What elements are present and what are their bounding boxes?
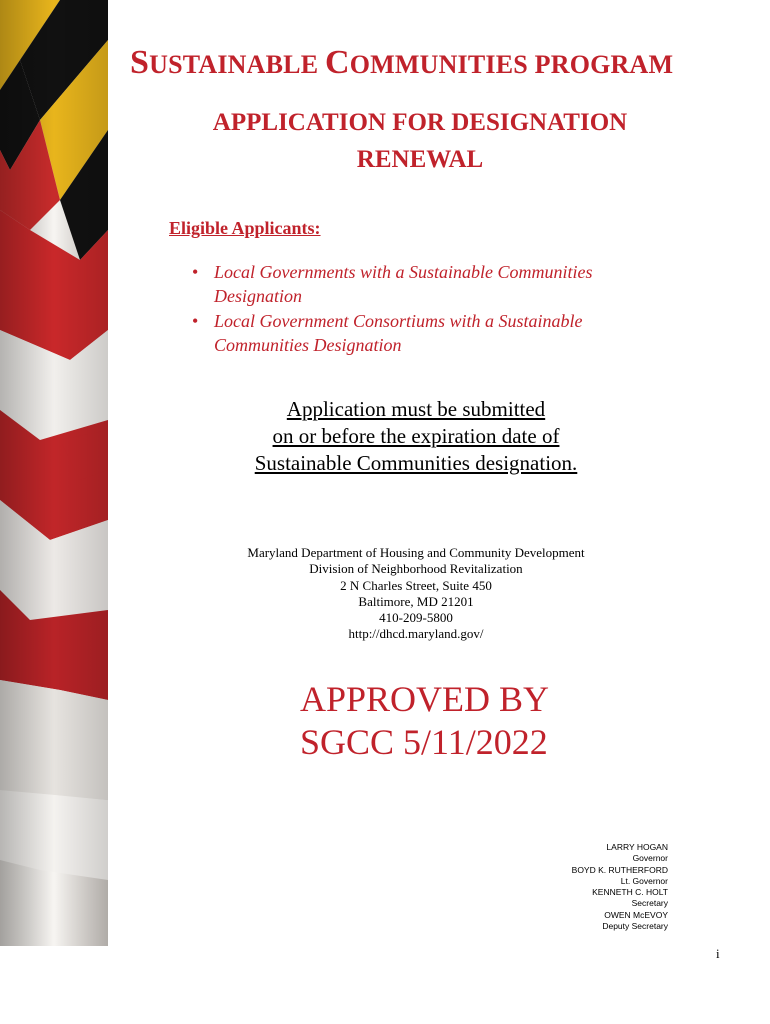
- maryland-flag-image: [0, 0, 108, 946]
- page-number: i: [716, 946, 720, 961]
- official-name: OWEN McEVOY: [604, 909, 668, 920]
- official-title: Deputy Secretary: [602, 921, 668, 932]
- approval-stamp: APPROVED BY SGCC 5/11/2022: [300, 679, 550, 762]
- bullet-icon: •: [192, 262, 199, 282]
- eligible-applicants-heading: Eligible Applicants:: [169, 218, 321, 238]
- submission-deadline-notice: Application must be submitted on or before the expiration date of Sustainable Communities designation.: [254, 397, 578, 475]
- subtitle-line-2: RENEWAL: [356, 146, 484, 173]
- list-item: • Local Governments with a Sustainable Communities Designation: [192, 262, 593, 306]
- bullet-icon: •: [192, 311, 199, 331]
- document-subtitle: [130, 104, 710, 178]
- city-state-zip: Baltimore, MD 21201: [358, 593, 474, 609]
- official-name: KENNETH C. HOLT: [592, 887, 668, 898]
- website-url: http://dhcd.maryland.gov/: [348, 626, 484, 642]
- eligible-applicants-list: [188, 260, 668, 358]
- phone-number: 410-209-5800: [379, 610, 453, 626]
- division-name: Division of Neighborhood Revitalization: [309, 561, 523, 577]
- subtitle-line-1: APPLICATION FOR DESIGNATION: [212, 109, 628, 136]
- department-name: Maryland Department of Housing and Community Development: [247, 545, 585, 560]
- official-title: Secretary: [631, 898, 668, 909]
- program-title: SUSTAINABLE COMMUNITIES PROGRAM: [130, 44, 674, 81]
- list-item: • Local Government Consortiums with a Sustainable Communities Designation: [192, 311, 583, 355]
- official-title: Lt. Governor: [620, 875, 668, 886]
- official-name: BOYD K. RUTHERFORD: [571, 864, 668, 875]
- department-address-block: [130, 545, 702, 643]
- street-address: 2 N Charles Street, Suite 450: [340, 577, 492, 593]
- official-name: LARRY HOGAN: [606, 842, 668, 852]
- official-title: Governor: [632, 853, 668, 864]
- officials-list: [500, 842, 668, 932]
